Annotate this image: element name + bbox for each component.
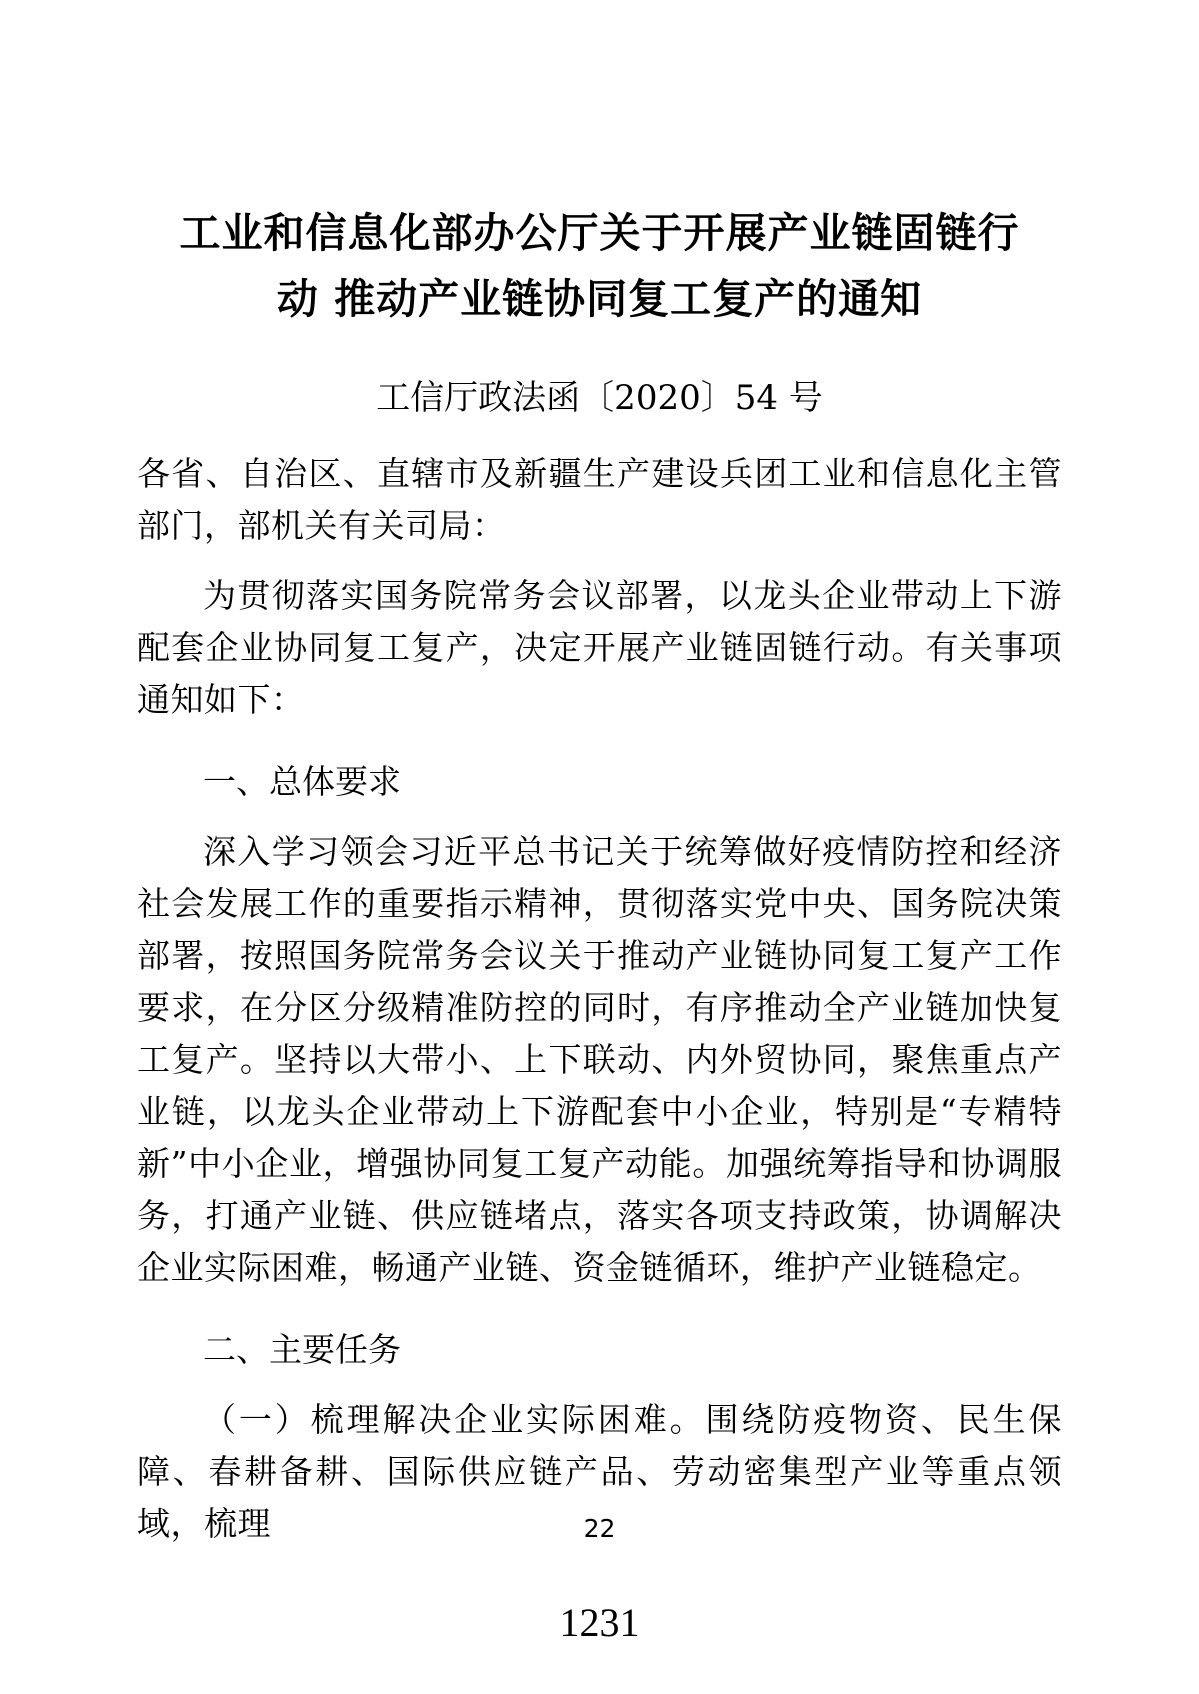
intro-paragraph: 为贯彻落实国务院常务会议部署，以龙头企业带动上下游配套企业协同复工复产，决定开展产业链固链行动。有关事项通知如下：	[137, 576, 1062, 719]
salutation: 各省、自治区、直辖市及新疆生产建设兵团工业和信息化主管部门，部机关有关司局：	[137, 454, 1062, 545]
page-number: 22	[583, 1514, 616, 1543]
section-2-paragraph: （一）梳理解决企业实际困难。围绕防疫物资、民生保障、春耕备耕、国际供应链产品、劳动密集型产业等重点领域，梳理	[137, 1400, 1062, 1543]
section-1-paragraph: 深入学习领会习近平总书记关于统筹做好疫情防控和经济社会发展工作的重要指示精神，贯彻落实党中央、国务院决策部署，按照国务院常务会议关于推动产业链协同复工复产工作要求，在分区分级精准防控的同时，有序推动全产业链加快复工复产。坚持以大带小、上下联动、内外贸协同，聚焦重点产业链，以龙头企业带动上下游配套中小企业，特别是“专精特新”中小企业，增强协同复工复产动能。加强统筹指导和协调服务，打通产业链、供应链堵点，落实各项支持政策，协调解决企业实际困难，畅通产业链、资金链循环，维护产业链稳定。	[137, 832, 1062, 1287]
document-number: 工信厅政法函〔2020〕54 号	[376, 378, 823, 418]
folio-number: 1231	[559, 1600, 640, 1645]
document-title	[137, 200, 1062, 332]
document-title-line-1: 工业和信息化部办公厅关于开展产业链固链行	[179, 209, 1020, 257]
section-heading-1: 一、总体要求	[203, 762, 401, 801]
section-heading-2: 二、主要任务	[203, 1330, 401, 1369]
document-title-line-2: 动 推动产业链协同复工复产的通知	[276, 275, 923, 323]
